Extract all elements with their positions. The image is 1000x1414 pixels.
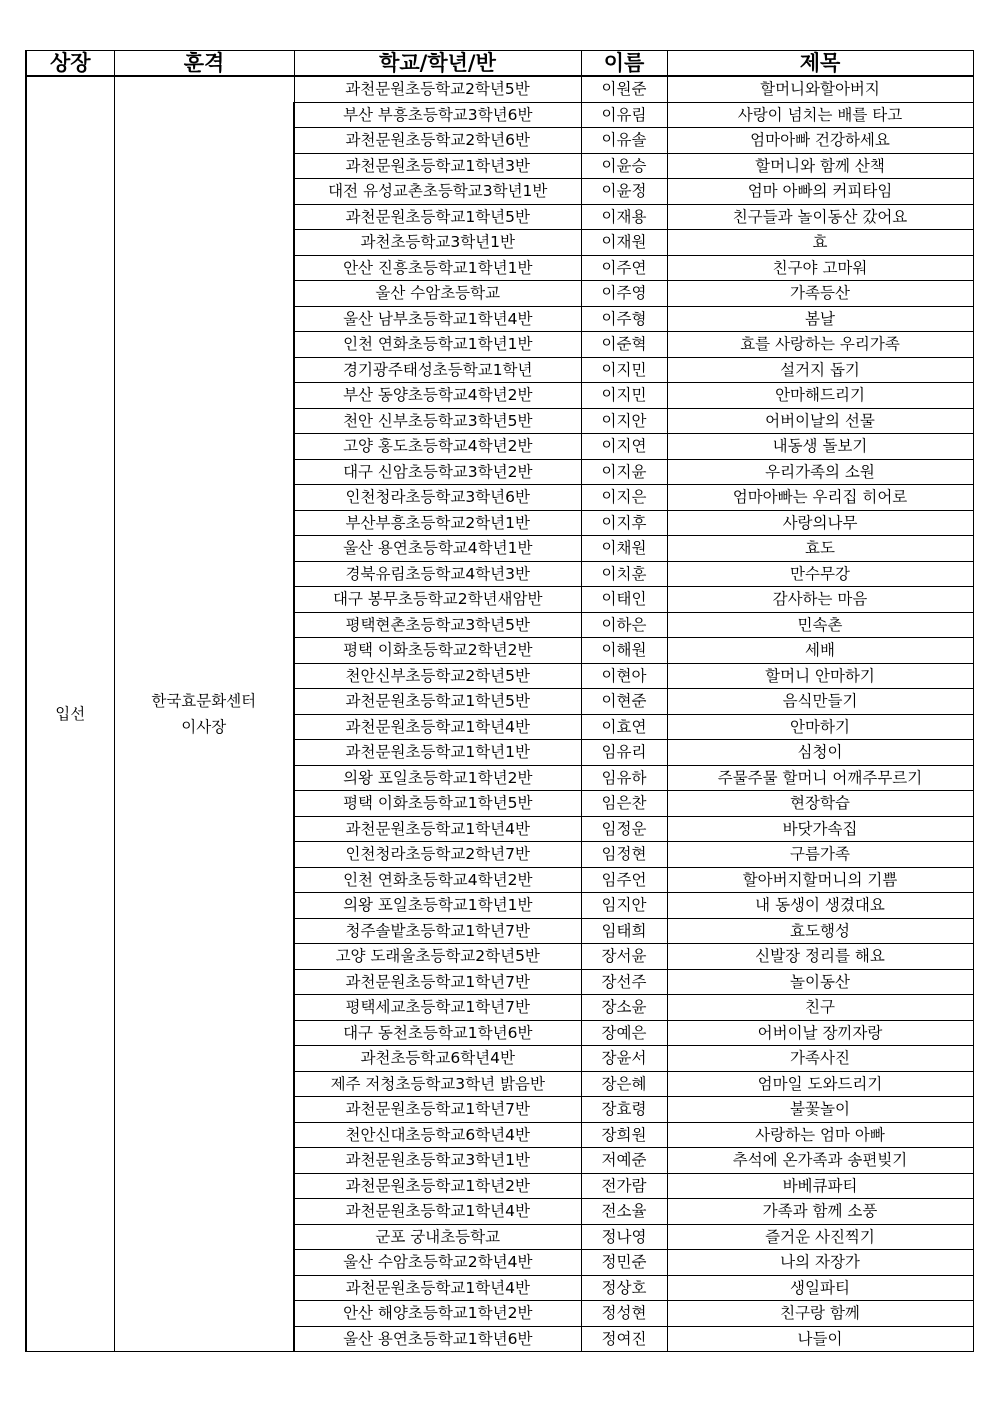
name-cell: 이하은	[581, 612, 667, 638]
school-cell: 천안신부초등학교2학년5반	[294, 663, 581, 689]
name-cell: 장효령	[581, 1097, 667, 1123]
title-cell: 민속촌	[667, 612, 973, 638]
title-cell: 할머니 안마하기	[667, 663, 973, 689]
name-cell: 이준혁	[581, 332, 667, 358]
school-cell: 제주 저청초등학교3학년 밝음반	[294, 1071, 581, 1097]
name-cell: 장희원	[581, 1122, 667, 1148]
table-body	[26, 76, 973, 1352]
name-cell: 이윤승	[581, 153, 667, 179]
table-row	[26, 76, 973, 102]
school-cell: 과천문원초등학교1학년5반	[294, 204, 581, 230]
name-cell: 장윤서	[581, 1046, 667, 1072]
title-cell: 구름가족	[667, 842, 973, 868]
school-cell: 의왕 포일초등학교1학년2반	[294, 765, 581, 791]
school-cell: 안산 해양초등학교1학년2반	[294, 1301, 581, 1327]
school-cell: 대구 봉무초등학교2학년새암반	[294, 587, 581, 613]
school-cell: 울산 용연초등학교1학년6반	[294, 1326, 581, 1352]
title-cell: 효를 사랑하는 우리가족	[667, 332, 973, 358]
school-cell: 인천 연화초등학교4학년2반	[294, 867, 581, 893]
title-cell: 주물주물 할머니 어깨주무르기	[667, 765, 973, 791]
title-cell: 감사하는 마음	[667, 587, 973, 613]
title-cell: 할머니와할아버지	[667, 76, 973, 102]
title-cell: 심청이	[667, 740, 973, 766]
award-level-cell: 입선	[26, 76, 114, 1352]
school-cell: 평택세교초등학교1학년7반	[294, 995, 581, 1021]
name-cell: 이효연	[581, 714, 667, 740]
title-cell: 엄마아빠 건강하세요	[667, 128, 973, 154]
title-cell: 나들이	[667, 1326, 973, 1352]
school-cell: 대전 유성교촌초등학교3학년1반	[294, 179, 581, 205]
school-cell: 과천문원초등학교1학년7반	[294, 969, 581, 995]
title-cell: 친구	[667, 995, 973, 1021]
title-cell: 음식만들기	[667, 689, 973, 715]
school-cell: 과천문원초등학교3학년1반	[294, 1148, 581, 1174]
title-cell: 엄마아빠는 우리집 히어로	[667, 485, 973, 511]
title-cell: 만수무강	[667, 561, 973, 587]
school-cell: 인천청라초등학교2학년7반	[294, 842, 581, 868]
header-name: 이름	[581, 51, 667, 77]
header-conferrer: 훈격	[114, 51, 294, 77]
name-cell: 장서윤	[581, 944, 667, 970]
title-cell: 세배	[667, 638, 973, 664]
title-cell: 어버이날 장끼자랑	[667, 1020, 973, 1046]
school-cell: 부산부흥초등학교2학년1반	[294, 510, 581, 536]
title-cell: 설거지 돕기	[667, 357, 973, 383]
name-cell: 이재용	[581, 204, 667, 230]
name-cell: 이치훈	[581, 561, 667, 587]
title-cell: 가족과 함께 소풍	[667, 1199, 973, 1225]
title-cell: 안마해드리기	[667, 383, 973, 409]
title-cell: 생일파티	[667, 1275, 973, 1301]
title-cell: 친구야 고마워	[667, 255, 973, 281]
name-cell: 정민준	[581, 1250, 667, 1276]
school-cell: 대구 신암초등학교3학년2반	[294, 459, 581, 485]
name-cell: 정나영	[581, 1224, 667, 1250]
name-cell: 이지민	[581, 383, 667, 409]
title-cell: 안마하기	[667, 714, 973, 740]
title-cell: 바베큐파티	[667, 1173, 973, 1199]
header-row	[26, 51, 973, 77]
school-cell: 울산 용연초등학교4학년1반	[294, 536, 581, 562]
title-cell: 어버이날의 선물	[667, 408, 973, 434]
school-cell: 경북유림초등학교4학년3반	[294, 561, 581, 587]
name-cell: 이지민	[581, 357, 667, 383]
school-cell: 과천문원초등학교1학년5반	[294, 689, 581, 715]
school-cell: 과천문원초등학교2학년6반	[294, 128, 581, 154]
school-cell: 경기광주태성초등학교1학년	[294, 357, 581, 383]
conferrer-organization: 한국효문화센터	[151, 692, 257, 710]
header-title: 제목	[667, 51, 973, 77]
school-cell: 울산 수암초등학교	[294, 281, 581, 307]
title-cell: 놀이동산	[667, 969, 973, 995]
name-cell: 임은찬	[581, 791, 667, 817]
name-cell: 이태인	[581, 587, 667, 613]
school-cell: 부산 동양초등학교4학년2반	[294, 383, 581, 409]
name-cell: 전가람	[581, 1173, 667, 1199]
title-cell: 할아버지할머니의 기쁨	[667, 867, 973, 893]
title-cell: 내동생 돌보기	[667, 434, 973, 460]
school-cell: 과천문원초등학교1학년4반	[294, 816, 581, 842]
name-cell: 이원준	[581, 76, 667, 102]
name-cell: 저예준	[581, 1148, 667, 1174]
name-cell: 임유하	[581, 765, 667, 791]
name-cell: 이지안	[581, 408, 667, 434]
name-cell: 임정현	[581, 842, 667, 868]
name-cell: 이재원	[581, 230, 667, 256]
name-cell: 임정운	[581, 816, 667, 842]
school-cell: 인천청라초등학교3학년6반	[294, 485, 581, 511]
title-cell: 엄마 아빠의 커피타임	[667, 179, 973, 205]
conferrer-position: 이사장	[181, 718, 227, 736]
name-cell: 이지은	[581, 485, 667, 511]
title-cell: 효	[667, 230, 973, 256]
title-cell: 나의 자장가	[667, 1250, 973, 1276]
name-cell: 전소율	[581, 1199, 667, 1225]
conferrer-cell	[114, 76, 294, 1352]
award-table	[25, 50, 974, 1352]
name-cell: 이주형	[581, 306, 667, 332]
school-cell: 울산 수암초등학교2학년4반	[294, 1250, 581, 1276]
title-cell: 사랑의나무	[667, 510, 973, 536]
title-cell: 내 동생이 생겼대요	[667, 893, 973, 919]
title-cell: 현장학습	[667, 791, 973, 817]
title-cell: 신발장 정리를 해요	[667, 944, 973, 970]
name-cell: 이지연	[581, 434, 667, 460]
name-cell: 이현준	[581, 689, 667, 715]
school-cell: 과천문원초등학교1학년4반	[294, 1275, 581, 1301]
title-cell: 할머니와 함께 산책	[667, 153, 973, 179]
name-cell: 이윤정	[581, 179, 667, 205]
title-cell: 가족등산	[667, 281, 973, 307]
name-cell: 이유솔	[581, 128, 667, 154]
school-cell: 과천문원초등학교2학년5반	[294, 76, 581, 102]
school-cell: 과천문원초등학교1학년7반	[294, 1097, 581, 1123]
name-cell: 장예은	[581, 1020, 667, 1046]
name-cell: 정여진	[581, 1326, 667, 1352]
name-cell: 이주영	[581, 281, 667, 307]
school-cell: 과천문원초등학교1학년2반	[294, 1173, 581, 1199]
title-cell: 사랑이 넘치는 배를 타고	[667, 102, 973, 128]
name-cell: 이지후	[581, 510, 667, 536]
title-cell: 친구들과 놀이동산 갔어요	[667, 204, 973, 230]
title-cell: 효도	[667, 536, 973, 562]
header-award: 상장	[26, 51, 114, 77]
title-cell: 우리가족의 소원	[667, 459, 973, 485]
name-cell: 이유림	[581, 102, 667, 128]
title-cell: 불꽃놀이	[667, 1097, 973, 1123]
name-cell: 이채원	[581, 536, 667, 562]
title-cell: 봄날	[667, 306, 973, 332]
school-cell: 과천문원초등학교1학년1반	[294, 740, 581, 766]
school-cell: 과천초등학교6학년4반	[294, 1046, 581, 1072]
school-cell: 청주솔밭초등학교1학년7반	[294, 918, 581, 944]
school-cell: 과천초등학교3학년1반	[294, 230, 581, 256]
name-cell: 임유리	[581, 740, 667, 766]
school-cell: 군포 궁내초등학교	[294, 1224, 581, 1250]
title-cell: 사랑하는 엄마 아빠	[667, 1122, 973, 1148]
school-cell: 과천문원초등학교1학년4반	[294, 714, 581, 740]
title-cell: 가족사진	[667, 1046, 973, 1072]
name-cell: 장선주	[581, 969, 667, 995]
school-cell: 고양 홍도초등학교4학년2반	[294, 434, 581, 460]
name-cell: 이지윤	[581, 459, 667, 485]
name-cell: 이해원	[581, 638, 667, 664]
title-cell: 엄마일 도와드리기	[667, 1071, 973, 1097]
school-cell: 울산 남부초등학교1학년4반	[294, 306, 581, 332]
school-cell: 고양 도래울초등학교2학년5반	[294, 944, 581, 970]
school-cell: 부산 부흥초등학교3학년6반	[294, 102, 581, 128]
table-header	[26, 51, 973, 77]
title-cell: 추석에 온가족과 송편빚기	[667, 1148, 973, 1174]
name-cell: 장은혜	[581, 1071, 667, 1097]
school-cell: 과천문원초등학교1학년3반	[294, 153, 581, 179]
school-cell: 안산 진흥초등학교1학년1반	[294, 255, 581, 281]
school-cell: 평택 이화초등학교2학년2반	[294, 638, 581, 664]
name-cell: 임태희	[581, 918, 667, 944]
title-cell: 바닷가속집	[667, 816, 973, 842]
name-cell: 임주언	[581, 867, 667, 893]
name-cell: 정성현	[581, 1301, 667, 1327]
name-cell: 이주연	[581, 255, 667, 281]
title-cell: 친구랑 함께	[667, 1301, 973, 1327]
school-cell: 평택 이화초등학교1학년5반	[294, 791, 581, 817]
name-cell: 정상호	[581, 1275, 667, 1301]
title-cell: 효도행성	[667, 918, 973, 944]
name-cell: 이현아	[581, 663, 667, 689]
school-cell: 대구 동천초등학교1학년6반	[294, 1020, 581, 1046]
school-cell: 천안 신부초등학교3학년5반	[294, 408, 581, 434]
header-school: 학교/학년/반	[294, 51, 581, 77]
title-cell: 즐거운 사진찍기	[667, 1224, 973, 1250]
school-cell: 의왕 포일초등학교1학년1반	[294, 893, 581, 919]
school-cell: 인천 연화초등학교1학년1반	[294, 332, 581, 358]
school-cell: 천안신대초등학교6학년4반	[294, 1122, 581, 1148]
name-cell: 임지안	[581, 893, 667, 919]
school-cell: 평택현촌초등학교3학년5반	[294, 612, 581, 638]
name-cell: 장소윤	[581, 995, 667, 1021]
school-cell: 과천문원초등학교1학년4반	[294, 1199, 581, 1225]
